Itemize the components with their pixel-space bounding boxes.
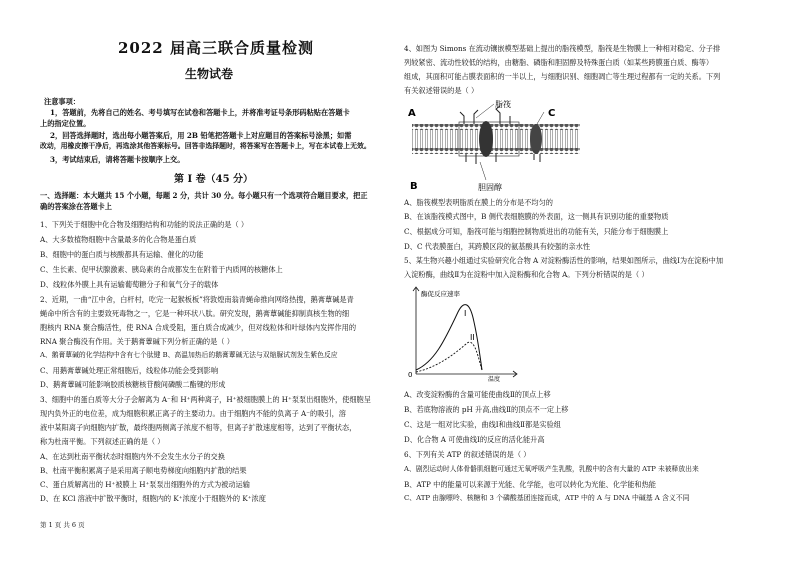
notice-line: 2，回答选择题时，选出每小题答案后，用 2B 铅笔把答题卡上对应题目的答案标号涂黑；如需 <box>50 131 352 140</box>
section-intro: 确的答案涂在答题卡上 <box>40 202 112 211</box>
chart-origin: 0 <box>408 371 413 379</box>
question-line: B、细胞中的蛋白质与核酸都具有运输、催化的功能 <box>40 250 204 259</box>
fig-label-b: B <box>410 181 418 192</box>
question-line: 蝇命中所含有的主要致死毒物之一，它是一种环状八肽。研究发现，鹅膏蕈碱能抑制真核生物的细 <box>40 309 350 318</box>
question-line: C、生长素、促甲状腺激素、胰岛素的合成都发生在附着于内质网的核糖体上 <box>40 265 283 274</box>
chart-ylabel: 酶促反应速率 <box>421 290 460 298</box>
series-label-II: II <box>470 333 475 342</box>
q5-option: B、若底物溶液的 pH 升高,曲线Ⅱ的顶点不一定上移 <box>404 405 569 414</box>
page-footer: 第 1 页 共 6 页 <box>40 521 85 529</box>
lipid-raft-figure <box>404 98 584 193</box>
question-line: D、鹅膏蕈碱可能影响胶质核糖核苷酸间磷酸二酯键的形成 <box>40 380 226 389</box>
notice-line: 改动，用橡皮擦干净后，再选涂其他答案标号。回答非选择题时，将答案写在答题卡上，写在本试卷上无效。 <box>40 142 371 150</box>
q5-stem: 5、某生物兴趣小组通过实验研究化合物 A 对淀粉酶活性的影响，结果如图所示，曲线Ⅰ为在淀粉中加 <box>404 256 724 265</box>
q4-option: D、C 代表膜蛋白，其跨膜区段的氨基酸具有较强的亲水性 <box>404 242 591 251</box>
notice-line: 上的指定位置。 <box>40 119 91 128</box>
chart-xlabel: 温度 <box>488 376 501 382</box>
notice-line: 3，考试结束后，请将答题卡按顺序上交。 <box>50 155 185 164</box>
section-intro: 一、选择题：本大题共 15 个小题，每题 2 分，共计 30 分。每小题只有一个选项符合题目要求，把正 <box>40 191 368 200</box>
question-line: A、鹅膏蕈碱的化学结构中含有七个肽键 B、高温加热后的鹅膏蕈碱无法与双缩脲试剂发生紫色反应 <box>40 351 338 359</box>
fig-label-a: A <box>408 108 416 119</box>
question-line: 现内负外正的电位差，成为细胞积累正离子的主要动力。由于细胞内不能的负离子 A⁻的吸引，溶 <box>40 409 346 418</box>
q4-stem: 组成，其面积可能占膜表面积的一半以上，与细胞识别、细胞凋亡等生理过程都有一定的关系。下列 <box>404 72 721 81</box>
q6-option: A、剧烈运动时人体骨骼肌细胞可通过无氧呼吸产生乳酸，乳酸中的含有大量的 ATP 未被释放出来 <box>404 465 699 473</box>
enzyme-rate-chart <box>404 282 524 382</box>
raft-protein <box>530 124 542 154</box>
question-line: C、蛋白质解离出的 H⁺被膜上 H⁺泵泵出细胞外的方式为被动运输 <box>40 480 250 489</box>
q4-option: A、脂筏模型表明脂质在膜上的分布是不均匀的 <box>404 198 553 207</box>
question-line: B、杜南平衡积累离子是采用离子顺电势梯度向细胞内扩散的结果 <box>40 466 247 475</box>
question-line: RNA 聚合酶没有作用。关于鹅膏蕈碱下列分析正确的是（ ） <box>40 337 234 346</box>
question-line: 2、近期，一曲“江中舍，白杆村，吃完一起猴板板”将敦煌南翁青蝇命推向网络热搜，鹅膏蕈碱是青 <box>40 295 354 304</box>
question-line: A、在达到杜南平衡状态时细胞内外不会发生水分子的交换 <box>40 452 225 461</box>
q4-stem: 有关叙述错误的是（ ） <box>404 86 479 95</box>
question-line: D、线粒体外膜上具有运输葡萄糖分子和氧气分子的载体 <box>40 280 219 289</box>
section-title: 第 I 卷（45 分） <box>174 174 254 185</box>
q5-option: A、改变淀粉酶的含量可能使曲线Ⅱ的顶点上移 <box>404 390 551 399</box>
fig-label-raft: 脂筏 <box>495 100 511 109</box>
question-line: 3、细胞中的蛋白质等大分子会解离为 A⁻和 H⁺两种离子，H⁺被细胞膜上的 H⁺泵泵出细胞外，使细胞呈 <box>40 395 371 404</box>
fig-label-c: C <box>548 108 556 119</box>
question-line: C、用鹅膏蕈碱处理正常细胞后，线粒体功能会受到影响 <box>40 366 219 375</box>
question-line: 液中某阳离子向细胞内扩散，最终胞两侧离子浓度不相等，但离子扩散速度相等，达到了平衡状态， <box>40 423 357 432</box>
question-line: 胞核内 RNA 聚合酶活性，使 RNA 合成受阻，蛋白质合成减少，但对线粒体和叶绿体内发挥作用的 <box>40 323 357 332</box>
fig-label-chol: 胆固醇 <box>478 183 502 192</box>
notice-heading: 注意事项： <box>44 97 80 106</box>
series-label-I: I <box>464 309 467 318</box>
exam-subject: 生物试卷 <box>185 67 234 81</box>
question-line: A、大多数植物细胞中含量最多的化合物是蛋白质 <box>40 235 197 244</box>
question-line: 称为杜南平衡。下列叙述正确的是（ ） <box>40 437 165 446</box>
q6-option: B、ATP 中的能量可以来源于光能、化学能，也可以转化为光能、化学能和热能 <box>404 480 656 489</box>
cholesterol-marks <box>466 154 496 164</box>
question-line: 1、下列关于细胞中化合物及细胞结构和功能的说法正确的是（ ） <box>40 220 249 229</box>
q4-option: C、根据成分可知，脂筏可能与细胞控制物质进出的功能有关，只能分布于细胞膜上 <box>404 227 669 236</box>
raft-protein <box>479 121 493 157</box>
notice-line: 1，答题前，先将自己的姓名、考号填写在试卷和答题卡上，并将准考证号条形码粘贴在答题卡 <box>50 108 350 117</box>
exam-title: 2022 届高三联合质量检测 <box>118 39 314 57</box>
question-line: D、在 KCl 溶液中扩散平衡时，细胞内的 K⁺浓度小于细胞外的 K⁺浓度 <box>40 494 266 503</box>
q4-stem: 列较紧密、流动性较低的结构，由糖脂、磷脂和胆固醇及特殊蛋白质（如某些跨膜蛋白质、酶等） <box>404 58 714 67</box>
series-line-II <box>416 342 482 372</box>
q5-option: D、化合物 A 可使曲线Ⅰ的反应的活化能升高 <box>404 435 545 444</box>
q6-stem: 6、下列有关 ATP 的叙述错误的是（ ） <box>404 450 531 459</box>
q5-option: C、这是一组对比实验，曲线Ⅰ和曲线Ⅱ都是实验组 <box>404 420 561 429</box>
q4-option: B、在该脂筏模式图中，B 侧代表细胞膜的外表面，这一侧具有识别功能的重要物质 <box>404 212 669 221</box>
q4-stem: 4、如图为 Simons 在流动镶嵌模型基础上提出的脂筏模型，脂筏是生物膜上一种相对稳定、分子排 <box>404 44 721 53</box>
q5-stem: 入淀粉酶，曲线Ⅱ为在淀粉中加入淀粉酶和化合物 A。下列分析错误的是（ ） <box>404 270 649 279</box>
q6-option: C、ATP 由腺嘌呤、核糖和 3 个磷酸基团连接而成，ATP 中的 A 与 DNA 中碱基 A 含义不同 <box>404 494 690 502</box>
